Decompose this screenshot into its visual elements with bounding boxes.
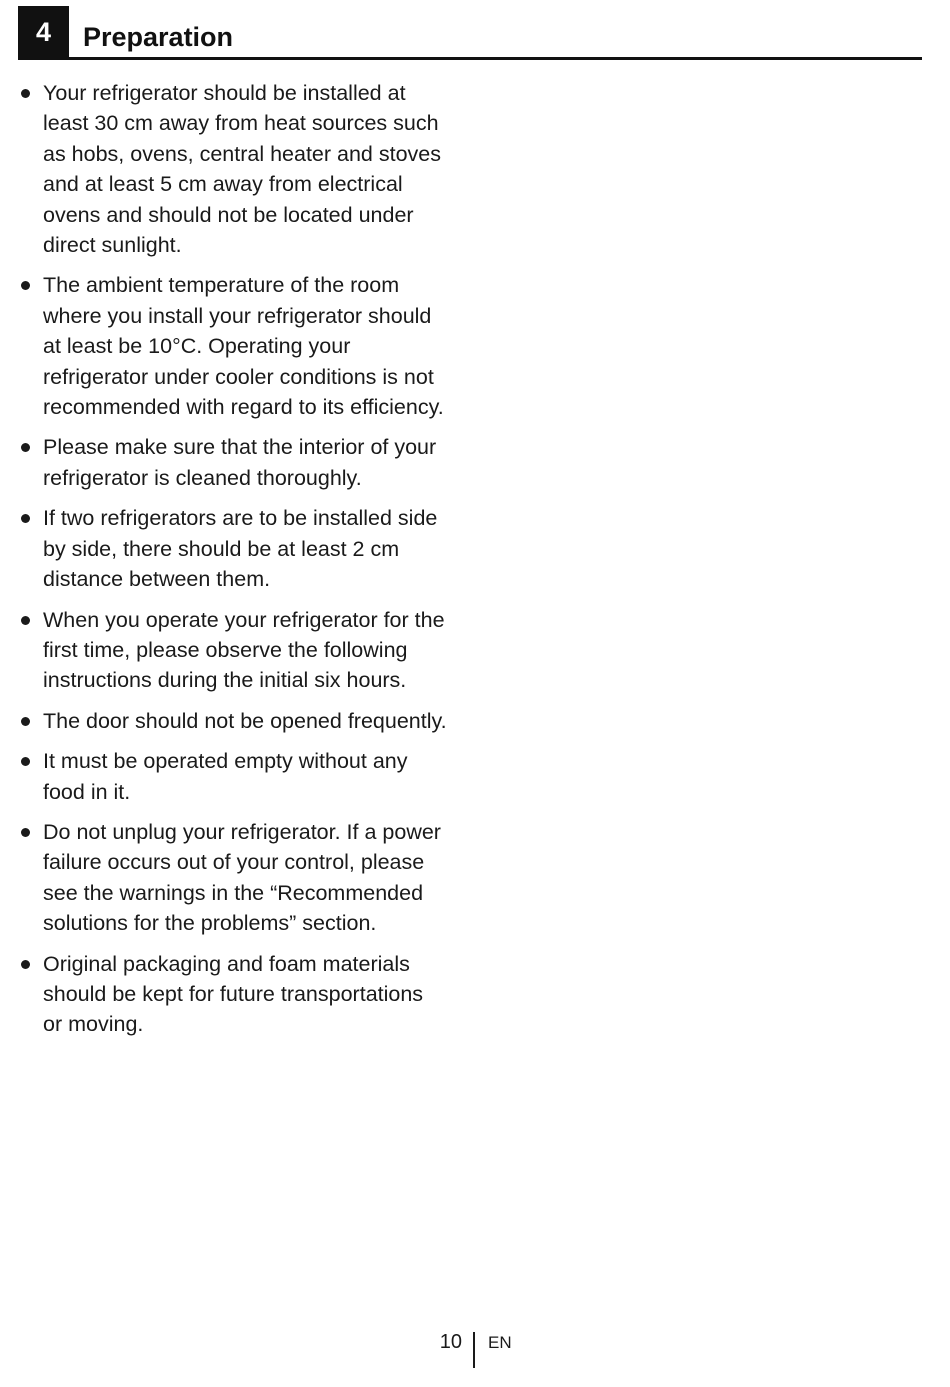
page-footer (0, 1330, 950, 1370)
bullet-text: It must be operated empty without any food in it. (43, 749, 408, 804)
language-code: EN (488, 1333, 512, 1352)
page-number: 10 (439, 1331, 462, 1353)
bullet-item-door-opening (18, 706, 448, 736)
bullet-dot-icon (21, 717, 30, 726)
bullet-text: Please make sure that the interior of your refrigerator is cleaned thoroughly. (43, 435, 437, 490)
bullet-item-do-not-unplug (18, 817, 448, 939)
bullet-dot-icon (21, 514, 30, 523)
bullet-dot-icon (21, 616, 30, 625)
bullet-text: If two refrigerators are to be installed side by side, there should be at least 2 cm distance between them. (43, 506, 438, 592)
bullet-text: When you operate your refrigerator for the first time, please observe the following instructions during the initial six hours. (43, 607, 445, 693)
bullet-text: The ambient temperature of the room where you install your refrigerator should at least be 10°C. Operating your refrigerator under cooler conditions is not recommended with regard to its efficiency. (43, 273, 444, 420)
chapter-number-badge: 4 (18, 6, 69, 58)
bullet-text: The door should not be opened frequently. (43, 708, 447, 733)
section-title: Preparation (83, 22, 234, 52)
bullet-dot-icon (21, 828, 30, 837)
bullet-dot-icon (21, 443, 30, 452)
bullet-text: Do not unplug your refrigerator. If a power failure occurs out of your control, please see the warnings in the “Recommended solutions for the problems” section. (43, 819, 441, 936)
bullet-item-interior-cleaning (18, 432, 448, 493)
bullet-dot-icon (21, 757, 30, 766)
bullet-item-side-by-side (18, 503, 448, 594)
bullet-item-packaging (18, 949, 448, 1040)
bullet-item-operate-empty (18, 746, 448, 807)
section-header (18, 6, 922, 60)
bullet-item-installation-distance (18, 78, 448, 260)
bullet-dot-icon (21, 281, 30, 290)
bullet-dot-icon (21, 960, 30, 969)
bullet-item-first-operation (18, 605, 448, 696)
bullet-dot-icon (21, 89, 30, 98)
bullet-item-ambient-temperature (18, 270, 448, 422)
footer-divider (473, 1332, 475, 1368)
preparation-bullet-list (18, 78, 448, 1050)
bullet-text: Your refrigerator should be installed at least 30 cm away from heat sources such as hobs, ovens, central heater and stoves and at least 5 cm away from electrical ovens and should not be located under direct sunlight. (43, 81, 441, 258)
bullet-text: Original packaging and foam materials should be kept for future transportations or moving. (43, 951, 424, 1037)
